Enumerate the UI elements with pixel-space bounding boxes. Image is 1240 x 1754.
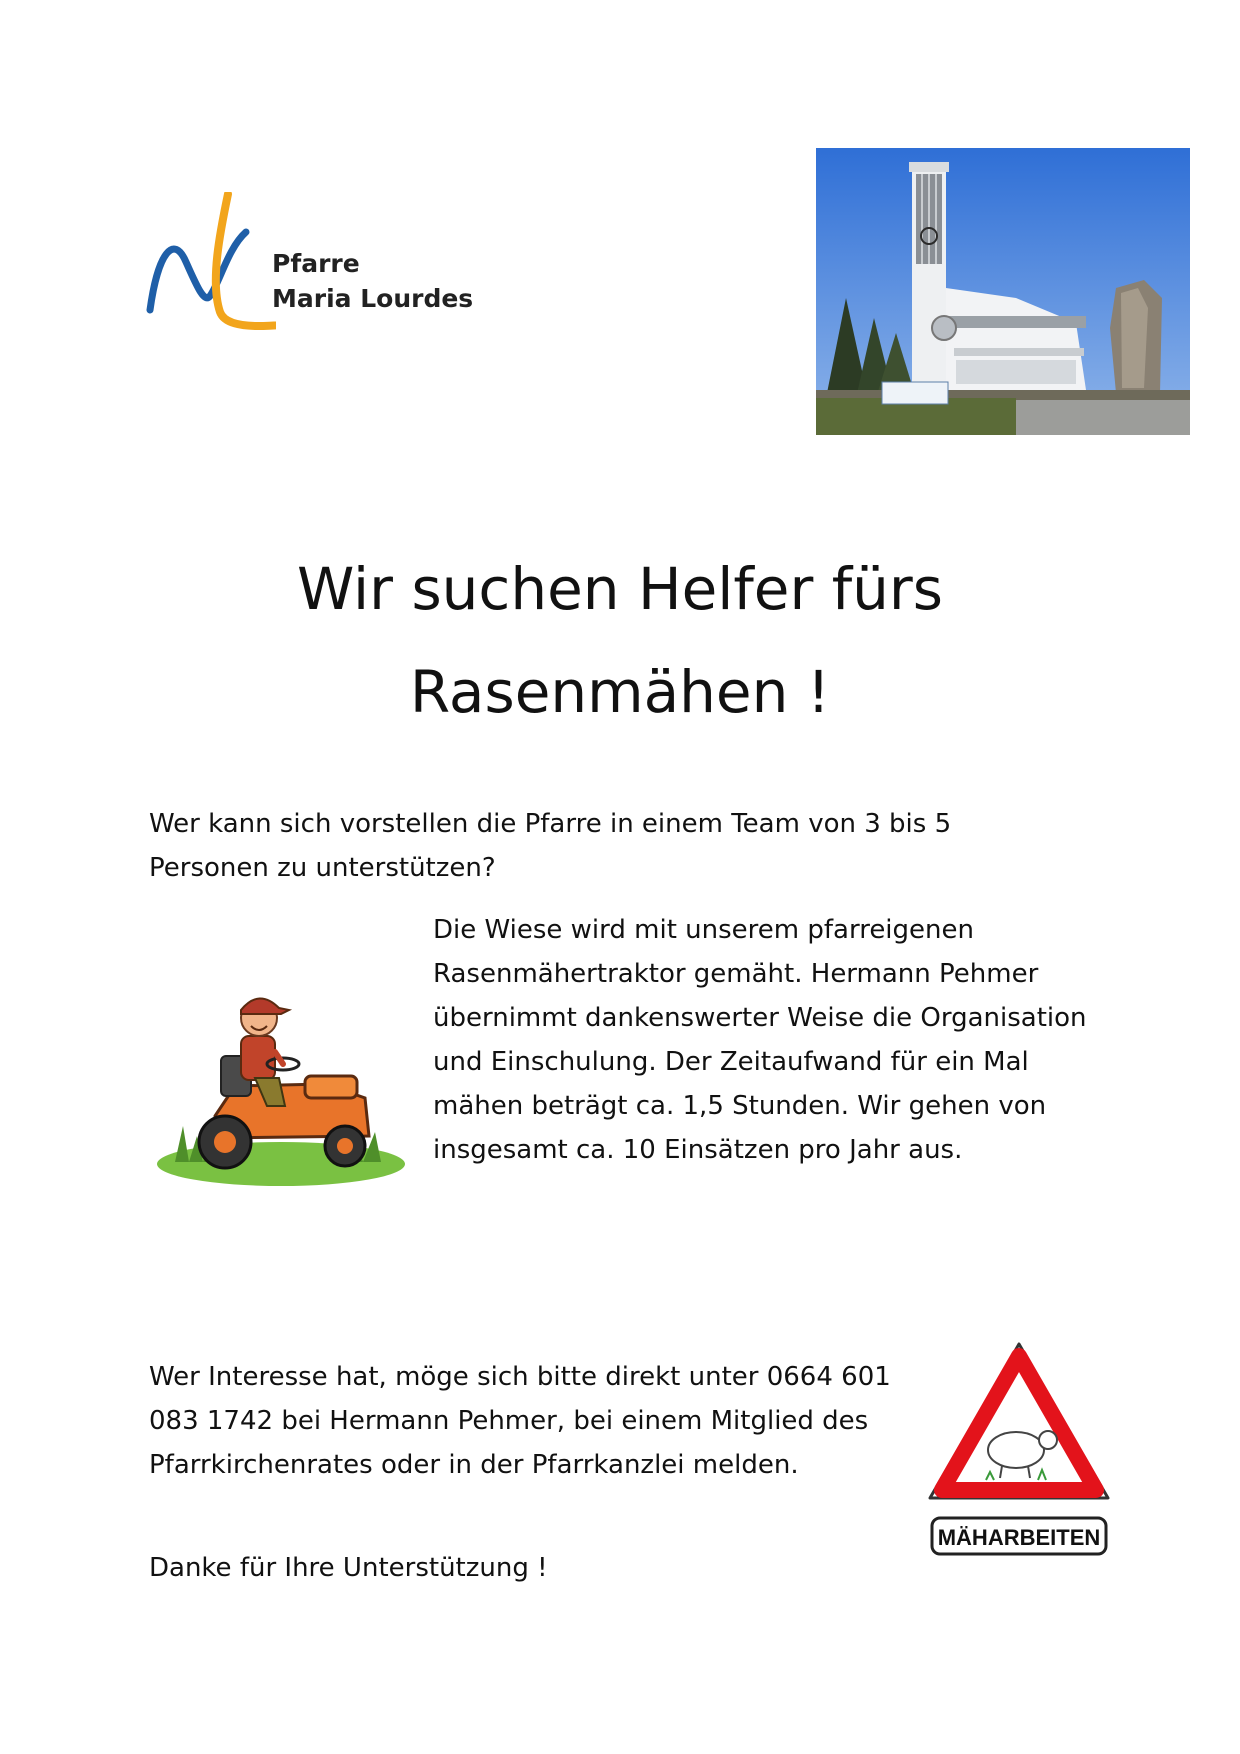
church-photo <box>816 148 1190 435</box>
lawn-mower-illustration <box>155 966 415 1188</box>
logo-line-1: Pfarre <box>272 249 360 278</box>
parish-logo-mark <box>146 192 276 342</box>
description-paragraph: Die Wiese wird mit unserem pfarreigenen Rasenmähertraktor gemäht. Hermann Pehmer übernimmt dankenswerter Weise die Organisation und Einschulung. Der Zeitaufwand für ein Mal mähen beträgt ca. 1,5 Stunden. Wir gehen von insgesamt ca. 10 Einsätzen pro Jahr aus. <box>433 915 1087 1165</box>
headline-line-1: Wir suchen Helfer fürs <box>296 555 943 623</box>
logo-line-2: Maria Lourdes <box>272 284 474 313</box>
sign-label: MÄHARBEITEN <box>937 1525 1101 1550</box>
contact-paragraph: Wer Interesse hat, möge sich bitte direkt unter 0664 601 083 1742 bei Hermann Pehmer, bei einem Mitglied des Pfarrkirchenrates oder in der Pfarrkanzlei melden. <box>149 1362 891 1480</box>
mowing-warning-sign <box>926 1340 1112 1560</box>
parish-logo <box>146 192 486 342</box>
thanks-line: Danke für Ihre Unterstützung ! <box>149 1553 548 1583</box>
headline-line-2: Rasenmähen ! <box>409 658 831 726</box>
intro-paragraph: Wer kann sich vorstellen die Pfarre in einem Team von 3 bis 5 Personen zu unterstützen? <box>149 809 952 883</box>
